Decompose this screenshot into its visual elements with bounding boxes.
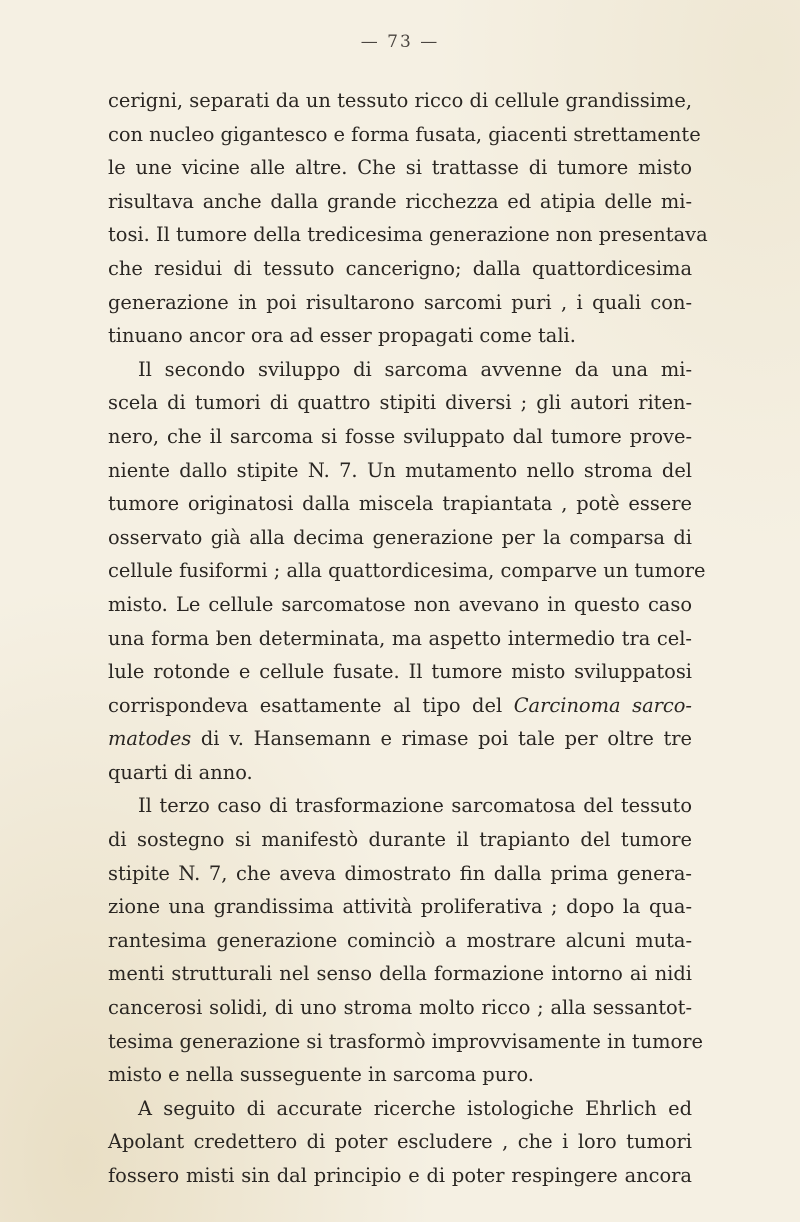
text-line [108,252,692,286]
text-line [108,286,692,320]
text-line [108,1025,703,1059]
text-line [108,957,692,991]
text-line-content: tesima generazione si trasformò improvvisamente in tumore [108,1029,703,1053]
text-line [108,991,692,1025]
text-line-content: tumore originatosi dalla miscela trapiantata , potè essere [108,492,692,516]
text-line-content: risultava anche dalla grande ricchezza ed atipia delle mi- [108,189,692,213]
text-line [108,84,692,118]
text-line [108,655,692,689]
text-line [108,118,701,152]
body-text [108,84,708,1193]
text-line-content: di v. Hansemann e rimase poi tale per oltre tre [191,727,692,751]
text-line-content: Il terzo caso di trasformazione sarcomatosa del tessuto [138,794,692,818]
text-line [108,554,706,588]
text-line-content: scela di tumori di quattro stipiti diversi ; gli autori riten- [108,391,692,415]
text-line [108,420,692,454]
text-line [108,353,692,387]
text-line [108,386,692,420]
text-line-content: Il secondo sviluppo di sarcoma avvenne da una mi- [138,357,692,381]
text-line-content: niente dallo stipite N. 7. Un mutamento nello stroma del [108,458,692,482]
text-line [108,890,692,924]
text-line-content: menti strutturali nel senso della formazione intorno ai nidi [108,962,692,986]
text-line [108,218,708,252]
text-line-content: nero, che il sarcoma si fosse sviluppato dal tumore prove- [108,424,692,448]
text-line [108,521,692,555]
text-line [108,789,692,823]
text-line [108,454,692,488]
text-line-content: rantesima generazione cominciò a mostrare alcuni muta- [108,928,692,952]
text-line-content: una forma ben determinata, ma aspetto intermedio tra cel- [108,626,692,650]
page-number: — 73 — [360,32,440,52]
italic-term: Carcinoma sarco- [513,693,692,717]
italic-term: matodes [108,727,192,751]
text-line-content: generazione in poi risultarono sarcomi puri , i quali con- [108,290,692,314]
text-line-content: misto. Le cellule sarcomatose non avevano in questo caso [108,592,692,616]
text-line-content: Apolant credettero di poter escludere , che i loro tumori [108,1130,692,1154]
text-line [108,924,692,958]
text-line-content: cancerosi solidi, di uno stroma molto ricco ; alla sessantot- [108,996,692,1020]
text-line-content: quarti di anno. [108,760,253,784]
text-line [108,185,692,219]
text-line [108,487,692,521]
text-line [108,588,692,622]
text-line-content: fossero misti sin dal principio e di poter respingere ancora [108,1164,692,1187]
text-line [108,689,692,723]
text-line [108,622,692,656]
text-line [108,1159,692,1193]
text-line-content: zione una grandissima attività proliferativa ; dopo la qua- [108,895,692,919]
text-line [108,1092,692,1126]
text-line-content: le une vicine alle altre. Che si trattasse di tumore misto [108,156,692,180]
text-line-content: con nucleo gigantesco e forma fusata, giacenti strettamente [108,122,701,146]
text-line-content: che residui di tessuto cancerigno; dalla quattordicesima [108,256,692,280]
text-line-content: osservato già alla decima generazione per la comparsa di [108,525,692,549]
text-line-content: cerigni, separati da un tessuto ricco di cellule grandissime, [108,89,692,112]
text-line [108,1058,692,1092]
text-line-content: lule rotonde e cellule fusate. Il tumore misto sviluppatosi [108,660,692,684]
text-line [108,756,692,790]
text-line-content: misto e nella susseguente in sarcoma puro. [108,1063,534,1087]
text-line [108,857,692,891]
text-line-content: stipite N. 7, che aveva dimostrato fin dalla prima genera- [108,861,692,885]
text-line-content: cellule fusiformi ; alla quattordicesima, comparve un tumore [108,559,706,583]
text-line-content: corrispondeva esattamente al tipo del [108,693,514,717]
text-line-content: di sostegno si manifestò durante il trapianto del tumore [108,828,692,852]
text-line-content: tinuano ancor ora ad esser propagati come tali. [108,324,576,348]
text-line [108,151,692,185]
text-line [108,319,692,353]
text-line-content: A seguito di accurate ricerche istologiche Ehrlich ed [138,1096,692,1120]
text-line-content: tosi. Il tumore della tredicesima generazione non presentava [108,223,708,247]
text-line [108,823,692,857]
text-line [108,722,692,756]
text-line [108,1125,692,1159]
